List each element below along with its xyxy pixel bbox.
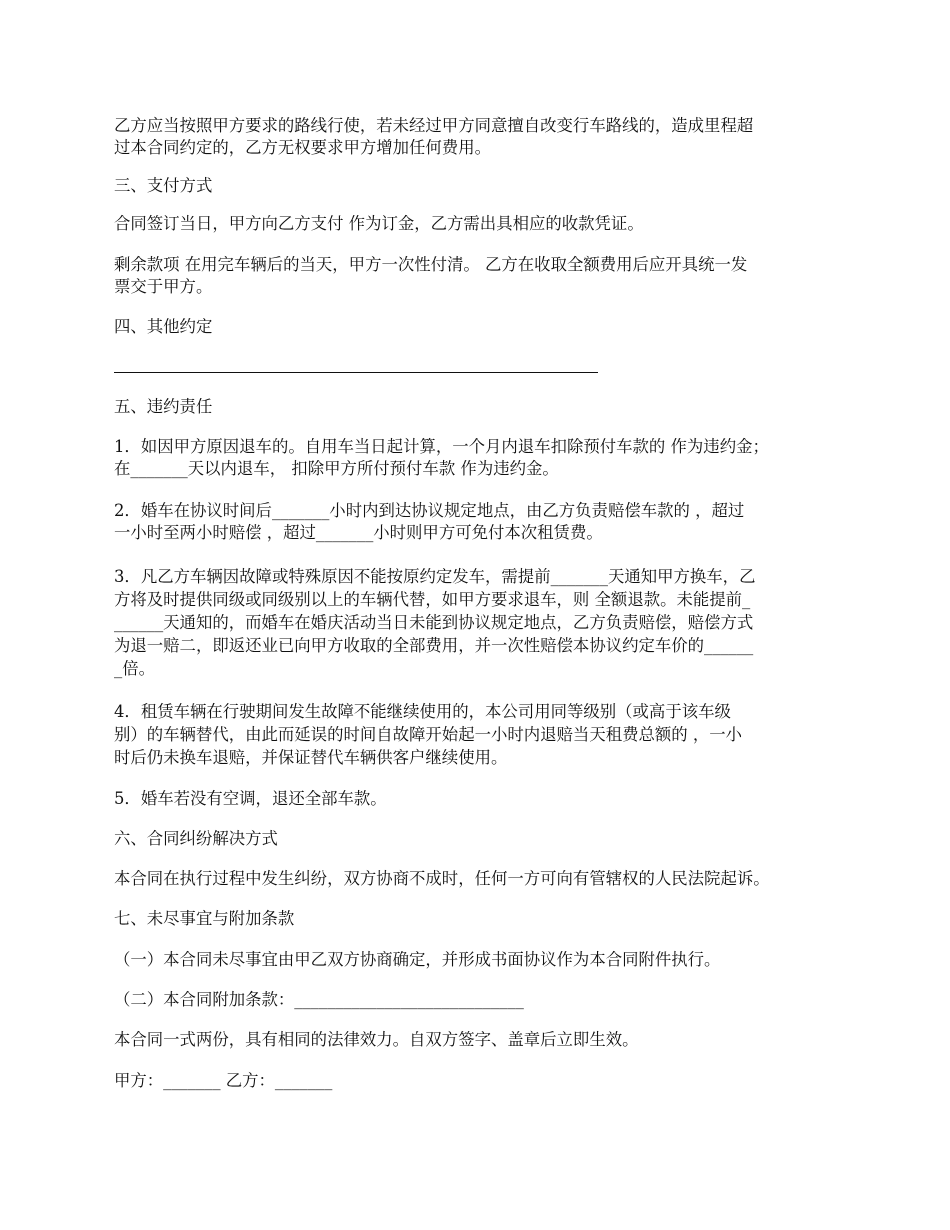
clause-3-line-5: _倍。 [114,659,155,678]
clause-4-line-1: 4．租赁车辆在行驶期间发生故障不能继续使用的，本公司用同等级别（或高于该车级 [114,702,731,721]
clause-1-line-1: 1．如因甲方原因退车的。自用车当日起计算，一个月内退车扣除预付车款的 作为违约金； [114,437,769,456]
paragraph-copies: 本合同一式两份，具有相同的法律效力。自双方签字、盖章后立即生效。 [114,1030,639,1049]
clause-3-line-3: ______天通知的，而婚车在婚庆活动当日未能到协议规定地点，乙方负责赔偿，赔偿方式 [114,613,754,632]
section-heading-disputes: 六、合同纠纷解决方式 [114,829,278,848]
clause-4-line-2: 别）的车辆替代，由此而延误的时间自故障开始起一小时内退赔当天租费总额的 ，一小 [114,725,743,744]
section-heading-payment: 三、支付方式 [114,176,213,195]
clause-1-line-2: 在_______天以内退车， 扣除甲方所付预付车款 作为违约金。 [114,459,559,478]
paragraph-deposit: 合同签订当日，甲方向乙方支付 作为订金，乙方需出具相应的收款凭证。 [114,214,644,233]
clause-2-line-2: 一小时至两小时赔偿 ，超过_______小时则甲方可免付本次租赁费。 [114,523,603,542]
clause-2-line-1: 2．婚车在协议时间后_______小时内到达协议规定地点，由乙方负责赔偿车款的 ，超过 [114,501,745,520]
blank-underline [114,372,598,373]
supplementary-item-2: （二）本合同附加条款：____________________________ [114,990,524,1009]
supplementary-item-1: （一）本合同未尽事宜由甲乙双方协商确定，并形成书面协议作为本合同附件执行。 [114,950,721,969]
clause-5: 5．婚车若没有空调，退还全部车款。 [114,789,387,808]
paragraph-route-line-1: 乙方应当按照甲方要求的路线行使，若未经过甲方同意擅自改变行车路线的，造成里程超 [114,116,754,135]
paragraph-balance-line-1: 剩余款项 在用完车辆后的当天，甲方一次性付清。 乙方在收取全额费用后应开具统一发 [114,255,748,274]
paragraph-route-line-2: 过本合同约定的，乙方无权要求甲方增加任何费用。 [114,138,491,157]
section-heading-breach: 五、违约责任 [114,397,213,416]
clause-3-line-2: 方将及时提供同级或同级别以上的车辆代替，如甲方要求退车，则 全额退款。未能提前_ [114,590,751,609]
clause-4-line-3: 时后仍未换车退赔，并保证替代车辆供客户继续使用。 [114,748,508,767]
section-heading-other-terms: 四、其他约定 [114,317,213,336]
signature-line: 甲方：_______ 乙方：_______ [114,1071,333,1090]
section-heading-supplementary: 七、未尽事宜与附加条款 [114,909,295,928]
clause-3-line-4: 为退一赔二，即返还业已向甲方收取的全部费用，并一次性赔偿本协议约定车价的______ [114,636,754,655]
clause-3-line-1: 3．凡乙方车辆因故障或特殊原因不能按原约定发车，需提前_______天通知甲方换车，乙 [114,567,756,586]
paragraph-balance-line-2: 票交于甲方。 [114,277,213,296]
paragraph-disputes: 本合同在执行过程中发生纠纷，双方协商不成时，任何一方可向有管辖权的人民法院起诉。 [114,869,770,888]
